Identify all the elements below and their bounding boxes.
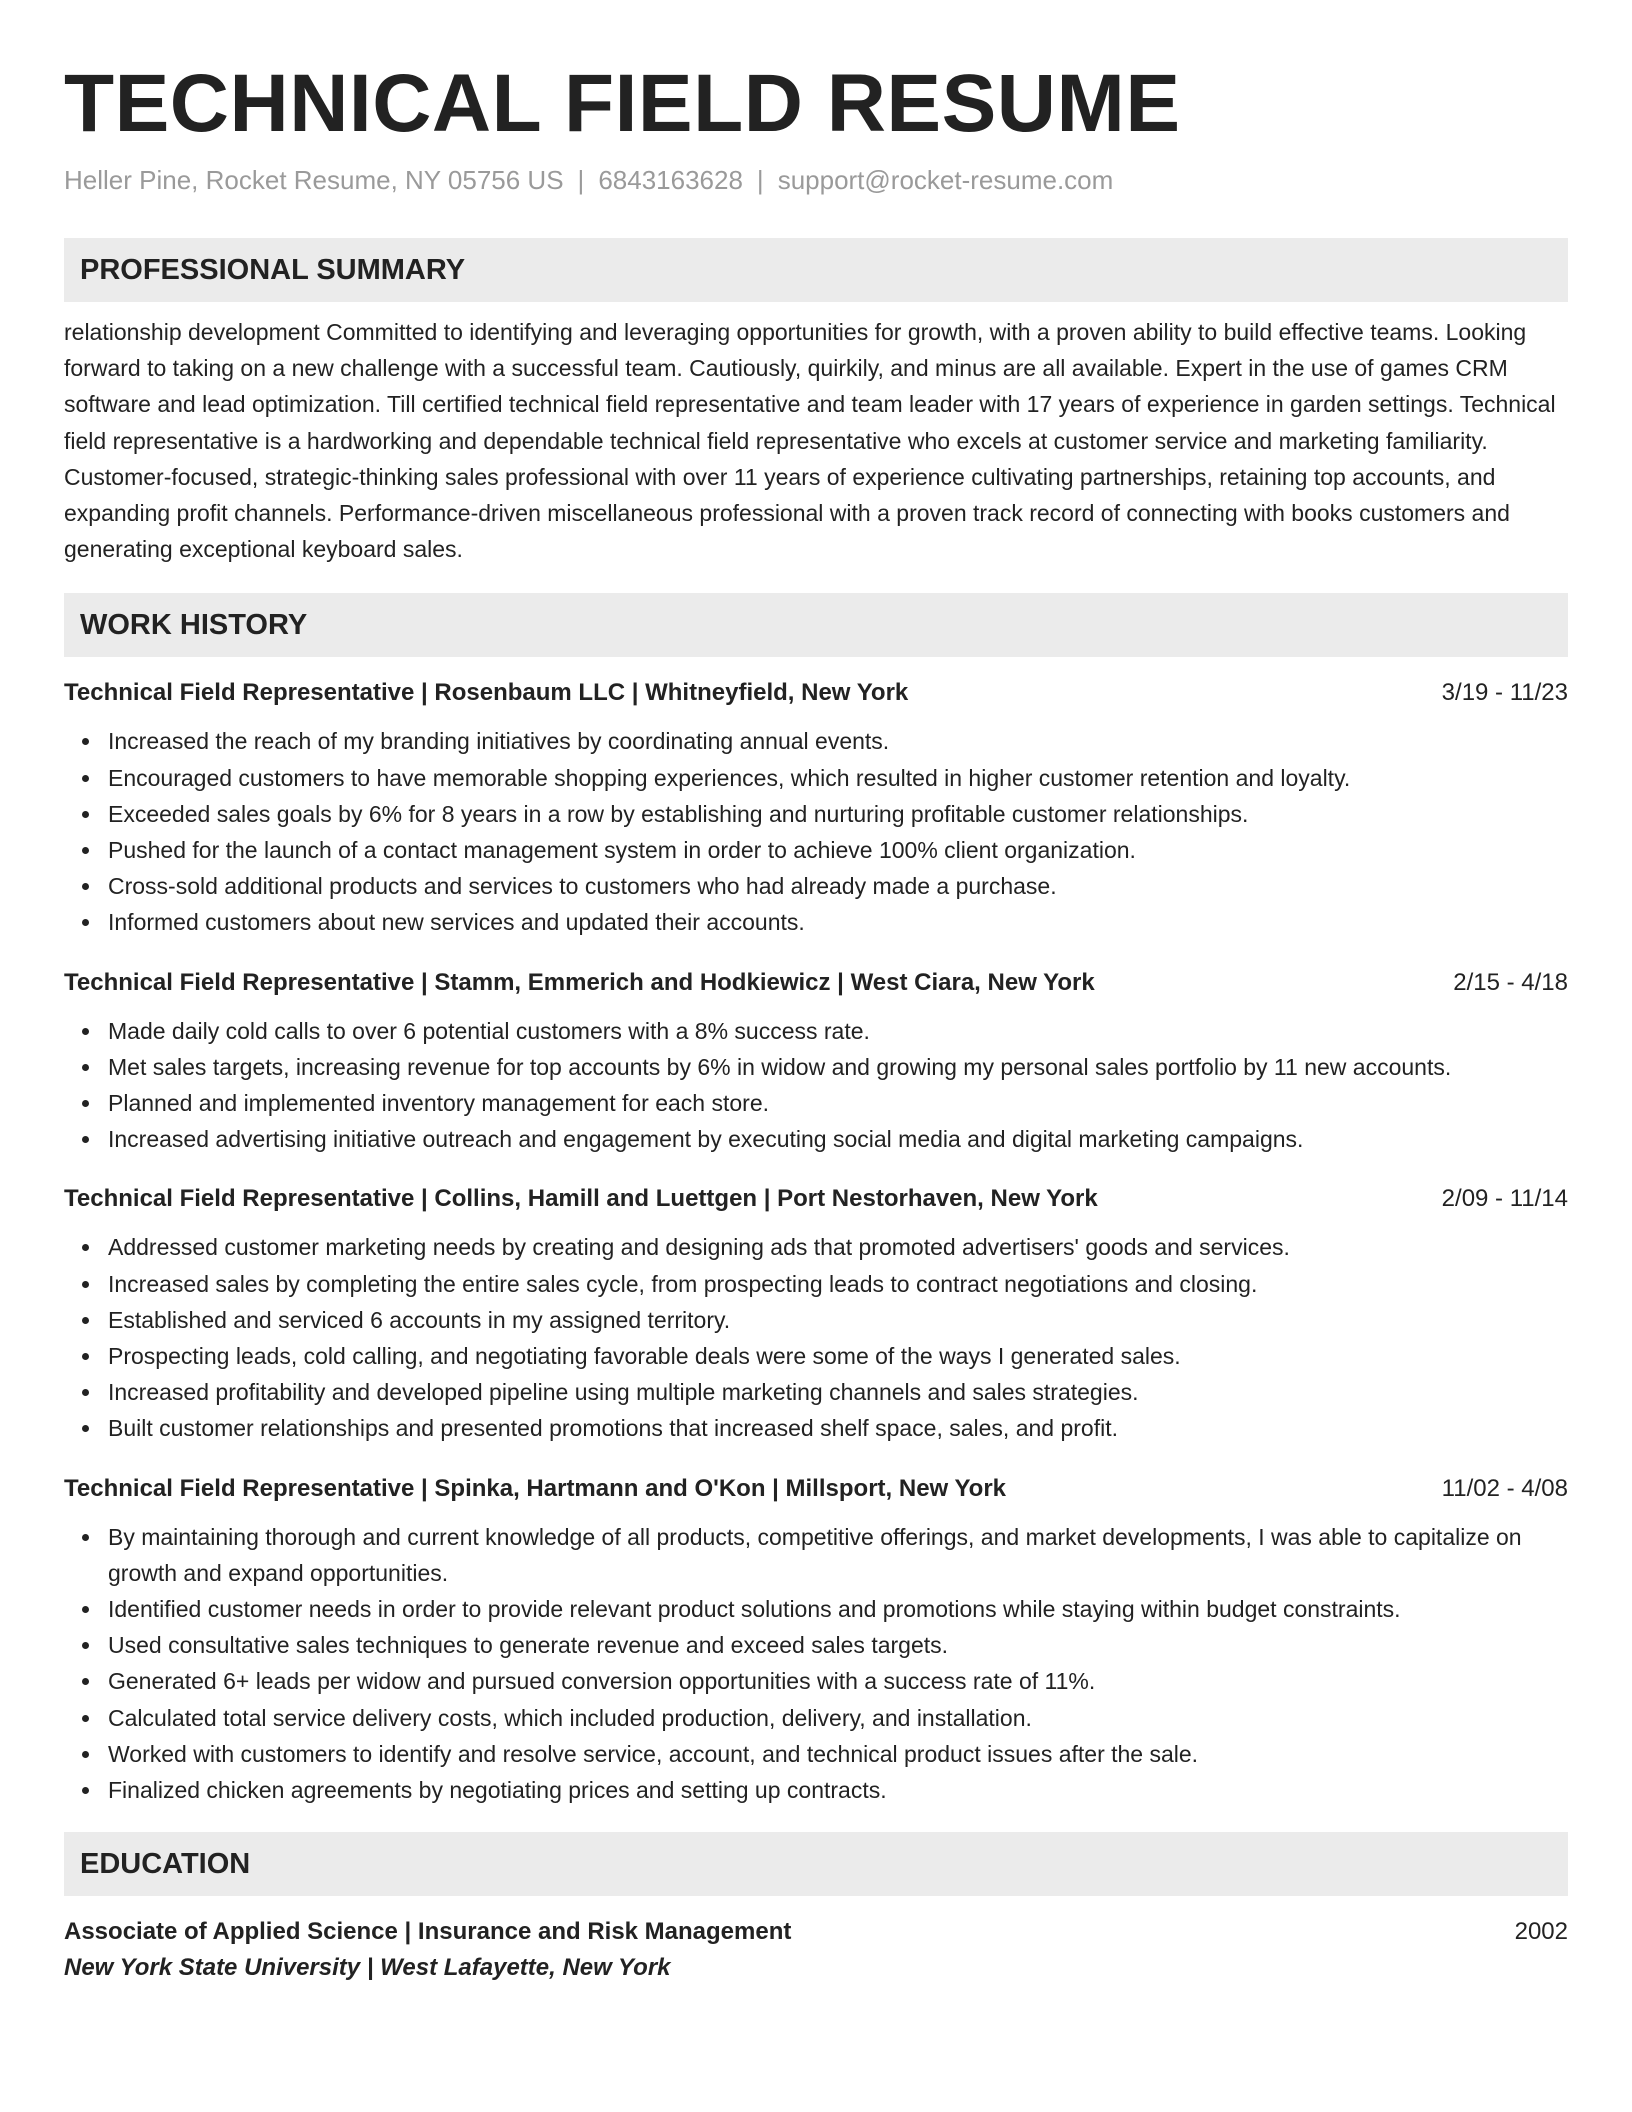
job-bullet-list [64, 723, 1568, 940]
bullet-icon [82, 1425, 89, 1432]
bullet-icon [82, 1389, 89, 1396]
job-bullet [108, 1591, 1568, 1627]
section-heading-education: EDUCATION [64, 1832, 1568, 1896]
job-bullet-text: Increased sales by completing the entire sales cycle, from prospecting leads to contract negotiations and closing. [108, 1270, 1258, 1297]
bullet-icon [82, 1317, 89, 1324]
job-bullet [108, 1772, 1568, 1808]
job-bullet [108, 760, 1568, 796]
bullet-icon [82, 1244, 89, 1251]
job-bullet [108, 1302, 1568, 1338]
bullet-icon [82, 1787, 89, 1794]
job-bullet [108, 1085, 1568, 1121]
job-entry [64, 965, 1568, 1158]
job-bullet-text: Made daily cold calls to over 6 potential customers with a 8% success rate. [108, 1017, 870, 1044]
contact-phone: 6843163628 [598, 165, 743, 195]
job-bullet-text: By maintaining thorough and current knowledge of all products, competitive offerings, and market developments, I was able to capitalize on growth and expand opportunities. [108, 1523, 1522, 1586]
bullet-icon [82, 1136, 89, 1143]
job-bullet-text: Generated 6+ leads per widow and pursued conversion opportunities with a success rate of 11%. [108, 1668, 1096, 1695]
job-bullet-text: Built customer relationships and presented promotions that increased shelf space, sales, and profit. [108, 1415, 1119, 1442]
job-dates: 3/19 - 11/23 [1441, 679, 1568, 707]
job-bullet-text: Increased advertising initiative outreach and engagement by executing social media and digital marketing campaigns. [108, 1126, 1304, 1153]
bullet-icon [82, 1353, 89, 1360]
job-bullet [108, 1663, 1568, 1699]
job-bullet [108, 1229, 1568, 1265]
job-bullet-text: Cross-sold additional products and services to customers who had already made a purchase. [108, 873, 1057, 900]
job-header [64, 675, 1568, 711]
bullet-icon [82, 1028, 89, 1035]
section-heading-work-history: WORK HISTORY [64, 593, 1568, 657]
job-header [64, 1181, 1568, 1217]
job-bullet [108, 1266, 1568, 1302]
bullet-icon [82, 775, 89, 782]
bullet-icon [82, 1534, 89, 1541]
job-bullet [108, 1338, 1568, 1374]
section-heading-summary: PROFESSIONAL SUMMARY [64, 238, 1568, 302]
summary-text: relationship development Committed to identifying and leveraging opportunities for growth, with a proven ability to build effective teams. Looking forward to taking on a new challenge with a successful team. Cautiously, quirkily, and minus are all available. Expert in the use of games CRM software and lead optimization. Till certified technical field representative and team leader with 17 years of experience in garden settings. Technical field representative is a hardworking and dependable technical field representative who excels at customer service and marketing familiarity. Customer-focused, strategic-thinking sales professional with over 11 years of experience cultivating partnerships, retaining top accounts, and expanding profit channels. Performance-driven miscellaneous professional with a proven track record of connecting with books customers and generating exceptional keyboard sales. [64, 319, 1556, 563]
bullet-icon [82, 1100, 89, 1107]
bullet-icon [82, 738, 89, 745]
education-school: New York State University | West Lafayette, New York [64, 1954, 671, 1982]
bullet-icon [82, 1751, 89, 1758]
job-bullet [108, 832, 1568, 868]
job-title: Technical Field Representative | Collins, Hamill and Luettgen | Port Nestorhaven, New York [64, 1185, 1098, 1213]
job-bullet-text: Prospecting leads, cold calling, and negotiating favorable deals were some of the ways I generated sales. [108, 1343, 1181, 1370]
job-bullet [108, 868, 1568, 904]
job-bullet-text: Encouraged customers to have memorable shopping experiences, which resulted in higher customer retention and loyalty. [108, 764, 1351, 791]
job-dates: 2/09 - 11/14 [1441, 1185, 1568, 1213]
education-entry [64, 1914, 1568, 1986]
job-bullet-text: Increased profitability and developed pipeline using multiple marketing channels and sales strategies. [108, 1379, 1139, 1406]
bullet-icon [82, 847, 89, 854]
education-year: 2002 [1514, 1918, 1568, 1946]
job-bullet [108, 904, 1568, 940]
job-bullet-text: Calculated total service delivery costs, which included production, delivery, and installation. [108, 1704, 1032, 1731]
job-bullet-list [64, 1013, 1568, 1158]
job-entry [64, 675, 1568, 940]
job-entry [64, 1181, 1568, 1446]
bullet-icon [82, 811, 89, 818]
job-bullet [108, 1049, 1568, 1085]
job-bullet [108, 1736, 1568, 1772]
job-bullet [108, 1374, 1568, 1410]
education-header [64, 1914, 1568, 1950]
job-bullet [108, 1121, 1568, 1157]
job-bullet-list [64, 1519, 1568, 1809]
contact-separator: | [756, 165, 764, 195]
job-bullet [108, 723, 1568, 759]
job-bullet [108, 796, 1568, 832]
job-bullet-text: Identified customer needs in order to provide relevant product solutions and promotions while staying within budget constraints. [108, 1596, 1401, 1623]
job-bullet-text: Addressed customer marketing needs by creating and designing ads that promoted advertisers' goods and services. [108, 1234, 1290, 1261]
bullet-icon [82, 1642, 89, 1649]
contact-separator: | [577, 165, 585, 195]
job-bullet-text: Informed customers about new services and updated their accounts. [108, 909, 805, 936]
resume-title: TECHNICAL FIELD RESUME [64, 58, 1181, 149]
job-bullet-text: Pushed for the launch of a contact management system in order to achieve 100% client organization. [108, 837, 1136, 864]
job-bullet-text: Established and serviced 6 accounts in my assigned territory. [108, 1306, 731, 1333]
job-bullet-list [64, 1229, 1568, 1446]
bullet-icon [82, 1281, 89, 1288]
contact-info [64, 162, 1568, 198]
contact-email: support@rocket-resume.com [777, 165, 1114, 195]
job-bullet-text: Worked with customers to identify and resolve service, account, and technical product issues after the sale. [108, 1740, 1199, 1767]
job-bullet [108, 1013, 1568, 1049]
job-title: Technical Field Representative | Stamm, Emmerich and Hodkiewicz | West Ciara, New York [64, 968, 1095, 996]
job-bullet [108, 1627, 1568, 1663]
job-dates: 2/15 - 4/18 [1453, 968, 1568, 996]
job-bullet-text: Finalized chicken agreements by negotiating prices and setting up contracts. [108, 1777, 887, 1804]
bullet-icon [82, 1715, 89, 1722]
job-bullet-text: Used consultative sales techniques to generate revenue and exceed sales targets. [108, 1632, 949, 1659]
job-bullet [108, 1700, 1568, 1736]
job-dates: 11/02 - 4/08 [1441, 1474, 1568, 1502]
bullet-icon [82, 919, 89, 926]
job-bullet [108, 1519, 1568, 1591]
job-bullet-text: Exceeded sales goals by 6% for 8 years in a row by establishing and nurturing profitable customer relationships. [108, 800, 1249, 827]
job-entry [64, 1471, 1568, 1809]
job-bullet-text: Met sales targets, increasing revenue for top accounts by 6% in widow and growing my personal sales portfolio by 11 new accounts. [108, 1053, 1452, 1080]
job-bullet-text: Increased the reach of my branding initiatives by coordinating annual events. [108, 728, 890, 755]
job-header [64, 1471, 1568, 1507]
contact-address: Heller Pine, Rocket Resume, NY 05756 US [64, 165, 564, 195]
bullet-icon [82, 883, 89, 890]
job-header [64, 965, 1568, 1001]
job-bullet-text: Planned and implemented inventory management for each store. [108, 1090, 770, 1117]
bullet-icon [82, 1064, 89, 1071]
job-title: Technical Field Representative | Spinka, Hartmann and O'Kon | Millsport, New York [64, 1474, 1007, 1502]
job-title: Technical Field Representative | Rosenbaum LLC | Whitneyfield, New York [64, 679, 909, 707]
bullet-icon [82, 1606, 89, 1613]
education-degree: Associate of Applied Science | Insurance and Risk Management [64, 1918, 792, 1946]
bullet-icon [82, 1678, 89, 1685]
job-bullet [108, 1410, 1568, 1446]
